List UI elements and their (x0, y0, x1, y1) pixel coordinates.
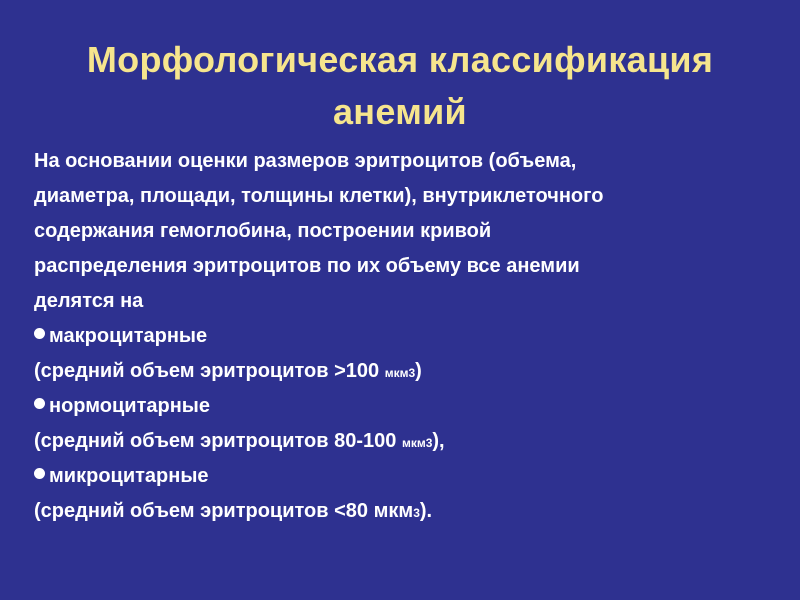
bullet-dot-icon (34, 398, 45, 409)
detail-suffix: ). (419, 500, 433, 522)
detail-suffix: ), (432, 430, 445, 452)
intro-line-1: На основании оценки размеров эритроцитов (объема, (34, 150, 577, 172)
item-name: нормоцитарные (49, 395, 211, 417)
title-line-2: анемий (332, 91, 467, 132)
detail-prefix: (средний объем эритроцитов 80-100 (34, 430, 402, 452)
intro-line-4: распределения эритроцитов по их объему все анемии (34, 255, 580, 277)
detail-unit: мкм3 (401, 436, 433, 450)
bullet-dot-icon (34, 328, 45, 339)
slide-title (0, 34, 800, 138)
detail-unit: 3 (413, 506, 420, 520)
item-detail-macrocytic (34, 354, 774, 389)
slide-body (34, 144, 774, 529)
detail-prefix: (средний объем эритроцитов <80 мкм (34, 500, 414, 522)
list-item-microcytic (34, 459, 774, 494)
title-line-1: Морфологическая классификация (86, 39, 714, 80)
intro-line-2: диаметра, площади, толщины клетки), внутриклеточного (34, 185, 604, 207)
intro-line-5: делятся на (34, 290, 144, 312)
list-item-normocytic (34, 389, 774, 424)
bullet-dot-icon (34, 468, 45, 479)
item-detail-normocytic (34, 424, 774, 459)
detail-suffix: ) (415, 360, 422, 382)
item-name: микроцитарные (49, 465, 209, 487)
item-name: макроцитарные (49, 325, 208, 347)
detail-prefix: (средний объем эритроцитов >100 (34, 360, 385, 382)
list-item-macrocytic (34, 319, 774, 354)
item-detail-microcytic (34, 494, 774, 529)
intro-line-3: содержания гемоглобина, построении кривой (34, 220, 492, 242)
detail-unit: мкм3 (384, 366, 416, 380)
